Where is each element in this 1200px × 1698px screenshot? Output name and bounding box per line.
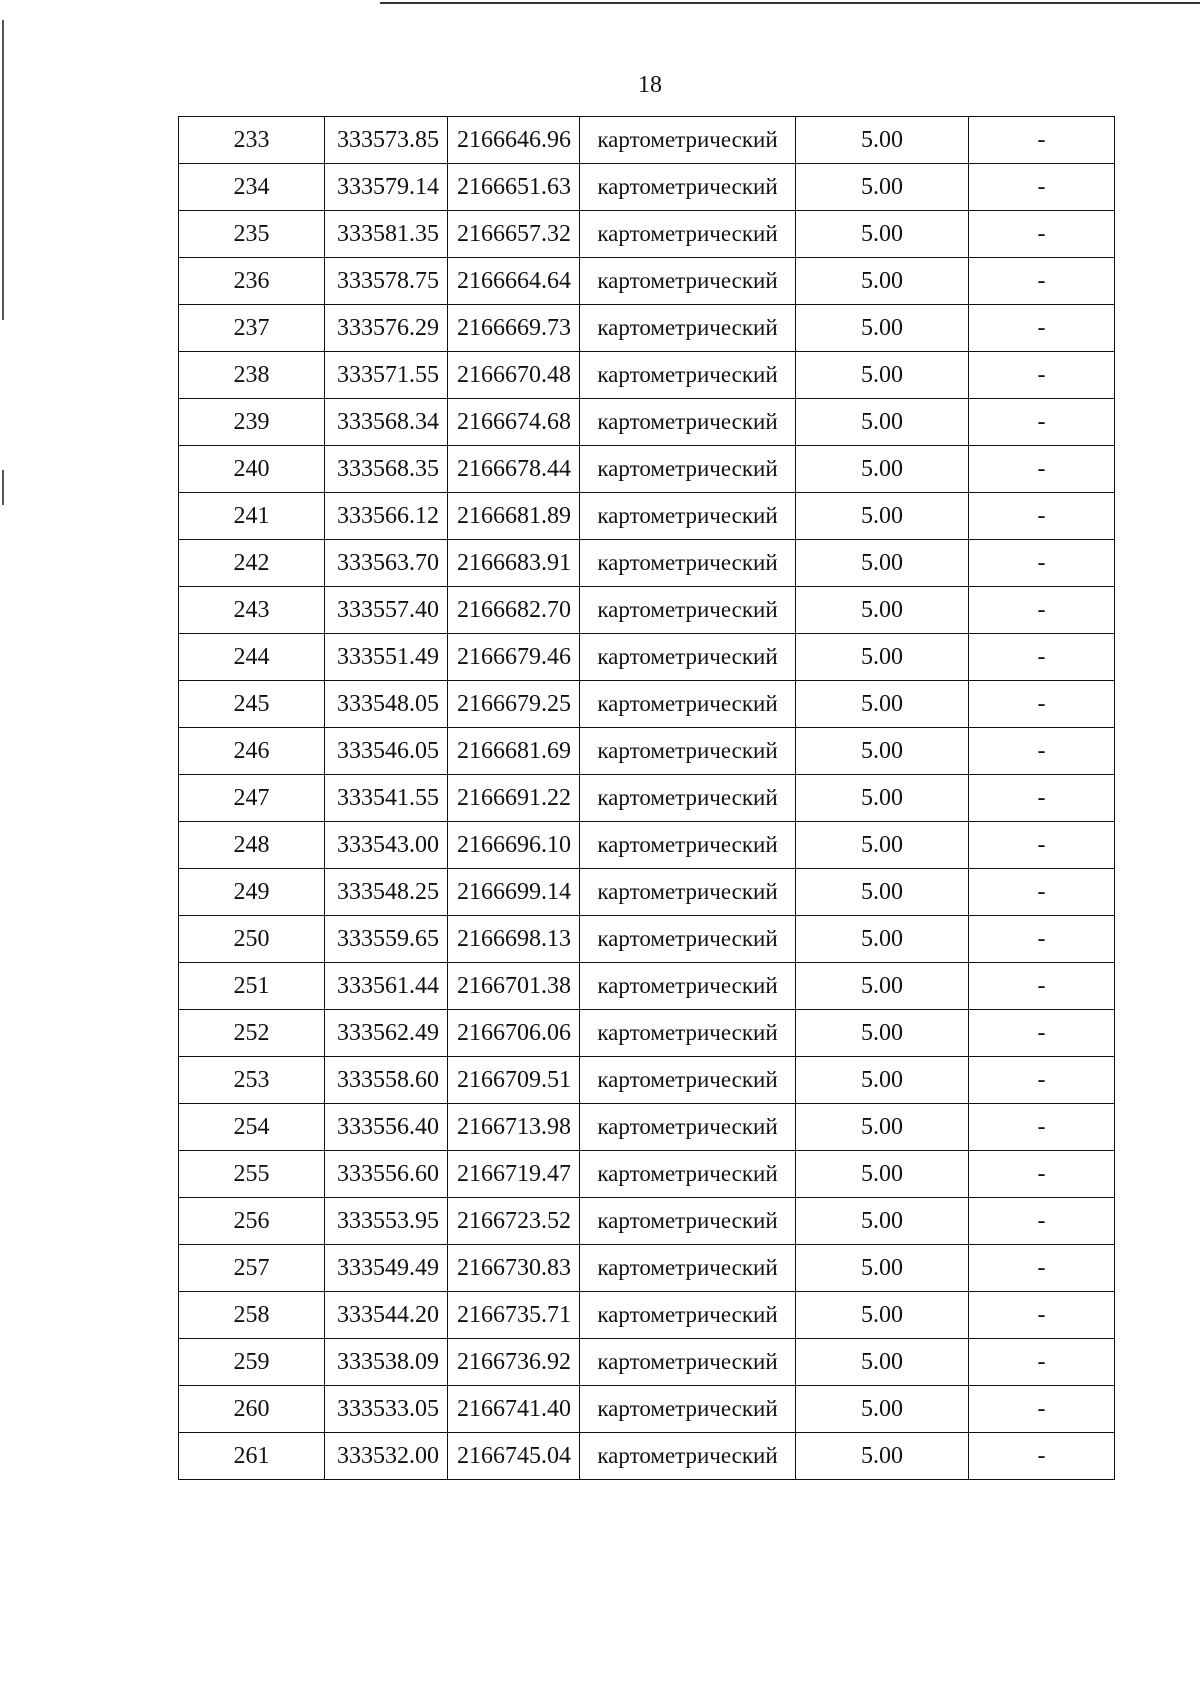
x-coordinate-cell: 333579.14 (325, 164, 448, 211)
accuracy-cell: 5.00 (796, 634, 969, 681)
x-coordinate-cell: 333557.40 (325, 587, 448, 634)
y-coordinate-cell: 2166696.10 (448, 822, 580, 869)
note-cell: - (969, 822, 1115, 869)
x-coordinate-cell: 333576.29 (325, 305, 448, 352)
table-row (179, 1057, 1115, 1104)
y-coordinate-cell: 2166669.73 (448, 305, 580, 352)
accuracy-cell: 5.00 (796, 1010, 969, 1057)
point-number-cell: 256 (179, 1198, 325, 1245)
table-row (179, 1292, 1115, 1339)
table-row (179, 1104, 1115, 1151)
method-cell: картометрический (580, 916, 796, 963)
point-number-cell: 261 (179, 1433, 325, 1480)
method-cell: картометрический (580, 1151, 796, 1198)
note-cell: - (969, 1198, 1115, 1245)
scan-edge-top (380, 2, 1200, 4)
y-coordinate-cell: 2166723.52 (448, 1198, 580, 1245)
accuracy-cell: 5.00 (796, 352, 969, 399)
table-row (179, 1010, 1115, 1057)
accuracy-cell: 5.00 (796, 399, 969, 446)
method-cell: картометрический (580, 1292, 796, 1339)
x-coordinate-cell: 333581.35 (325, 211, 448, 258)
x-coordinate-cell: 333573.85 (325, 117, 448, 164)
accuracy-cell: 5.00 (796, 1433, 969, 1480)
table-row (179, 117, 1115, 164)
note-cell: - (969, 587, 1115, 634)
accuracy-cell: 5.00 (796, 1339, 969, 1386)
note-cell: - (969, 775, 1115, 822)
x-coordinate-cell: 333571.55 (325, 352, 448, 399)
point-number-cell: 253 (179, 1057, 325, 1104)
x-coordinate-cell: 333568.34 (325, 399, 448, 446)
method-cell: картометрический (580, 775, 796, 822)
y-coordinate-cell: 2166681.69 (448, 728, 580, 775)
method-cell: картометрический (580, 587, 796, 634)
point-number-cell: 254 (179, 1104, 325, 1151)
note-cell: - (969, 164, 1115, 211)
table-row (179, 681, 1115, 728)
method-cell: картометрический (580, 1433, 796, 1480)
note-cell: - (969, 1151, 1115, 1198)
note-cell: - (969, 305, 1115, 352)
x-coordinate-cell: 333566.12 (325, 493, 448, 540)
scan-edge-left-lower (2, 470, 4, 505)
note-cell: - (969, 1057, 1115, 1104)
accuracy-cell: 5.00 (796, 869, 969, 916)
y-coordinate-cell: 2166701.38 (448, 963, 580, 1010)
accuracy-cell: 5.00 (796, 1104, 969, 1151)
table-row (179, 1433, 1115, 1480)
table-row (179, 540, 1115, 587)
note-cell: - (969, 540, 1115, 587)
accuracy-cell: 5.00 (796, 728, 969, 775)
method-cell: картометрический (580, 1104, 796, 1151)
note-cell: - (969, 258, 1115, 305)
note-cell: - (969, 1245, 1115, 1292)
table-row (179, 916, 1115, 963)
y-coordinate-cell: 2166736.92 (448, 1339, 580, 1386)
table-row (179, 305, 1115, 352)
note-cell: - (969, 869, 1115, 916)
x-coordinate-cell: 333553.95 (325, 1198, 448, 1245)
y-coordinate-cell: 2166646.96 (448, 117, 580, 164)
table-row (179, 446, 1115, 493)
x-coordinate-cell: 333551.49 (325, 634, 448, 681)
x-coordinate-cell: 333533.05 (325, 1386, 448, 1433)
table-row (179, 869, 1115, 916)
x-coordinate-cell: 333544.20 (325, 1292, 448, 1339)
point-number-cell: 235 (179, 211, 325, 258)
point-number-cell: 233 (179, 117, 325, 164)
method-cell: картометрический (580, 117, 796, 164)
y-coordinate-cell: 2166706.06 (448, 1010, 580, 1057)
y-coordinate-cell: 2166679.25 (448, 681, 580, 728)
y-coordinate-cell: 2166670.48 (448, 352, 580, 399)
y-coordinate-cell: 2166682.70 (448, 587, 580, 634)
accuracy-cell: 5.00 (796, 164, 969, 211)
x-coordinate-cell: 333543.00 (325, 822, 448, 869)
point-number-cell: 259 (179, 1339, 325, 1386)
table-row (179, 963, 1115, 1010)
point-number-cell: 245 (179, 681, 325, 728)
table-row (179, 775, 1115, 822)
method-cell: картометрический (580, 258, 796, 305)
accuracy-cell: 5.00 (796, 1151, 969, 1198)
y-coordinate-cell: 2166698.13 (448, 916, 580, 963)
x-coordinate-cell: 333546.05 (325, 728, 448, 775)
x-coordinate-cell: 333558.60 (325, 1057, 448, 1104)
x-coordinate-cell: 333563.70 (325, 540, 448, 587)
table-row (179, 1245, 1115, 1292)
point-number-cell: 252 (179, 1010, 325, 1057)
accuracy-cell: 5.00 (796, 540, 969, 587)
y-coordinate-cell: 2166683.91 (448, 540, 580, 587)
y-coordinate-cell: 2166745.04 (448, 1433, 580, 1480)
note-cell: - (969, 916, 1115, 963)
accuracy-cell: 5.00 (796, 1292, 969, 1339)
x-coordinate-cell: 333559.65 (325, 916, 448, 963)
x-coordinate-cell: 333548.05 (325, 681, 448, 728)
method-cell: картометрический (580, 164, 796, 211)
note-cell: - (969, 963, 1115, 1010)
method-cell: картометрический (580, 352, 796, 399)
note-cell: - (969, 681, 1115, 728)
table-row (179, 634, 1115, 681)
page-number: 18 (638, 72, 662, 98)
method-cell: картометрический (580, 1198, 796, 1245)
point-number-cell: 239 (179, 399, 325, 446)
accuracy-cell: 5.00 (796, 1245, 969, 1292)
table-row (179, 493, 1115, 540)
method-cell: картометрический (580, 211, 796, 258)
point-number-cell: 240 (179, 446, 325, 493)
point-number-cell: 234 (179, 164, 325, 211)
accuracy-cell: 5.00 (796, 211, 969, 258)
point-number-cell: 258 (179, 1292, 325, 1339)
point-number-cell: 246 (179, 728, 325, 775)
method-cell: картометрический (580, 305, 796, 352)
note-cell: - (969, 446, 1115, 493)
table-row (179, 211, 1115, 258)
point-number-cell: 236 (179, 258, 325, 305)
method-cell: картометрический (580, 1386, 796, 1433)
x-coordinate-cell: 333561.44 (325, 963, 448, 1010)
method-cell: картометрический (580, 681, 796, 728)
accuracy-cell: 5.00 (796, 916, 969, 963)
table-row (179, 728, 1115, 775)
x-coordinate-cell: 333556.40 (325, 1104, 448, 1151)
table-row (179, 399, 1115, 446)
table-row (179, 822, 1115, 869)
point-number-cell: 241 (179, 493, 325, 540)
method-cell: картометрический (580, 399, 796, 446)
point-number-cell: 243 (179, 587, 325, 634)
method-cell: картометрический (580, 963, 796, 1010)
point-number-cell: 257 (179, 1245, 325, 1292)
x-coordinate-cell: 333549.49 (325, 1245, 448, 1292)
accuracy-cell: 5.00 (796, 822, 969, 869)
accuracy-cell: 5.00 (796, 493, 969, 540)
accuracy-cell: 5.00 (796, 963, 969, 1010)
x-coordinate-cell: 333541.55 (325, 775, 448, 822)
method-cell: картометрический (580, 1010, 796, 1057)
x-coordinate-cell: 333556.60 (325, 1151, 448, 1198)
y-coordinate-cell: 2166681.89 (448, 493, 580, 540)
coordinates-table (178, 116, 1115, 1480)
table-row (179, 587, 1115, 634)
method-cell: картометрический (580, 634, 796, 681)
y-coordinate-cell: 2166719.47 (448, 1151, 580, 1198)
y-coordinate-cell: 2166657.32 (448, 211, 580, 258)
point-number-cell: 260 (179, 1386, 325, 1433)
point-number-cell: 237 (179, 305, 325, 352)
note-cell: - (969, 1104, 1115, 1151)
accuracy-cell: 5.00 (796, 1198, 969, 1245)
note-cell: - (969, 493, 1115, 540)
note-cell: - (969, 1292, 1115, 1339)
point-number-cell: 255 (179, 1151, 325, 1198)
method-cell: картометрический (580, 540, 796, 587)
point-number-cell: 242 (179, 540, 325, 587)
x-coordinate-cell: 333578.75 (325, 258, 448, 305)
y-coordinate-cell: 2166691.22 (448, 775, 580, 822)
table-row (179, 1151, 1115, 1198)
accuracy-cell: 5.00 (796, 305, 969, 352)
method-cell: картометрический (580, 728, 796, 775)
table-row (179, 164, 1115, 211)
accuracy-cell: 5.00 (796, 1386, 969, 1433)
accuracy-cell: 5.00 (796, 446, 969, 493)
point-number-cell: 251 (179, 963, 325, 1010)
coordinates-table-body (179, 117, 1115, 1480)
x-coordinate-cell: 333548.25 (325, 869, 448, 916)
table-row (179, 258, 1115, 305)
y-coordinate-cell: 2166651.63 (448, 164, 580, 211)
scan-edge-left-upper (2, 20, 4, 320)
accuracy-cell: 5.00 (796, 117, 969, 164)
accuracy-cell: 5.00 (796, 587, 969, 634)
accuracy-cell: 5.00 (796, 681, 969, 728)
method-cell: картометрический (580, 1339, 796, 1386)
x-coordinate-cell: 333568.35 (325, 446, 448, 493)
method-cell: картометрический (580, 869, 796, 916)
table-row (179, 1386, 1115, 1433)
table-row (179, 352, 1115, 399)
accuracy-cell: 5.00 (796, 775, 969, 822)
method-cell: картометрический (580, 493, 796, 540)
point-number-cell: 244 (179, 634, 325, 681)
y-coordinate-cell: 2166699.14 (448, 869, 580, 916)
point-number-cell: 250 (179, 916, 325, 963)
point-number-cell: 249 (179, 869, 325, 916)
note-cell: - (969, 1339, 1115, 1386)
note-cell: - (969, 634, 1115, 681)
note-cell: - (969, 352, 1115, 399)
y-coordinate-cell: 2166709.51 (448, 1057, 580, 1104)
y-coordinate-cell: 2166674.68 (448, 399, 580, 446)
note-cell: - (969, 1433, 1115, 1480)
note-cell: - (969, 211, 1115, 258)
accuracy-cell: 5.00 (796, 1057, 969, 1104)
note-cell: - (969, 399, 1115, 446)
point-number-cell: 238 (179, 352, 325, 399)
note-cell: - (969, 1386, 1115, 1433)
method-cell: картометрический (580, 446, 796, 493)
x-coordinate-cell: 333538.09 (325, 1339, 448, 1386)
y-coordinate-cell: 2166664.64 (448, 258, 580, 305)
method-cell: картометрический (580, 1245, 796, 1292)
y-coordinate-cell: 2166713.98 (448, 1104, 580, 1151)
method-cell: картометрический (580, 1057, 796, 1104)
table-row (179, 1339, 1115, 1386)
method-cell: картометрический (580, 822, 796, 869)
x-coordinate-cell: 333562.49 (325, 1010, 448, 1057)
table-row (179, 1198, 1115, 1245)
y-coordinate-cell: 2166735.71 (448, 1292, 580, 1339)
accuracy-cell: 5.00 (796, 258, 969, 305)
y-coordinate-cell: 2166730.83 (448, 1245, 580, 1292)
point-number-cell: 248 (179, 822, 325, 869)
note-cell: - (969, 117, 1115, 164)
x-coordinate-cell: 333532.00 (325, 1433, 448, 1480)
point-number-cell: 247 (179, 775, 325, 822)
note-cell: - (969, 728, 1115, 775)
y-coordinate-cell: 2166678.44 (448, 446, 580, 493)
y-coordinate-cell: 2166741.40 (448, 1386, 580, 1433)
note-cell: - (969, 1010, 1115, 1057)
y-coordinate-cell: 2166679.46 (448, 634, 580, 681)
